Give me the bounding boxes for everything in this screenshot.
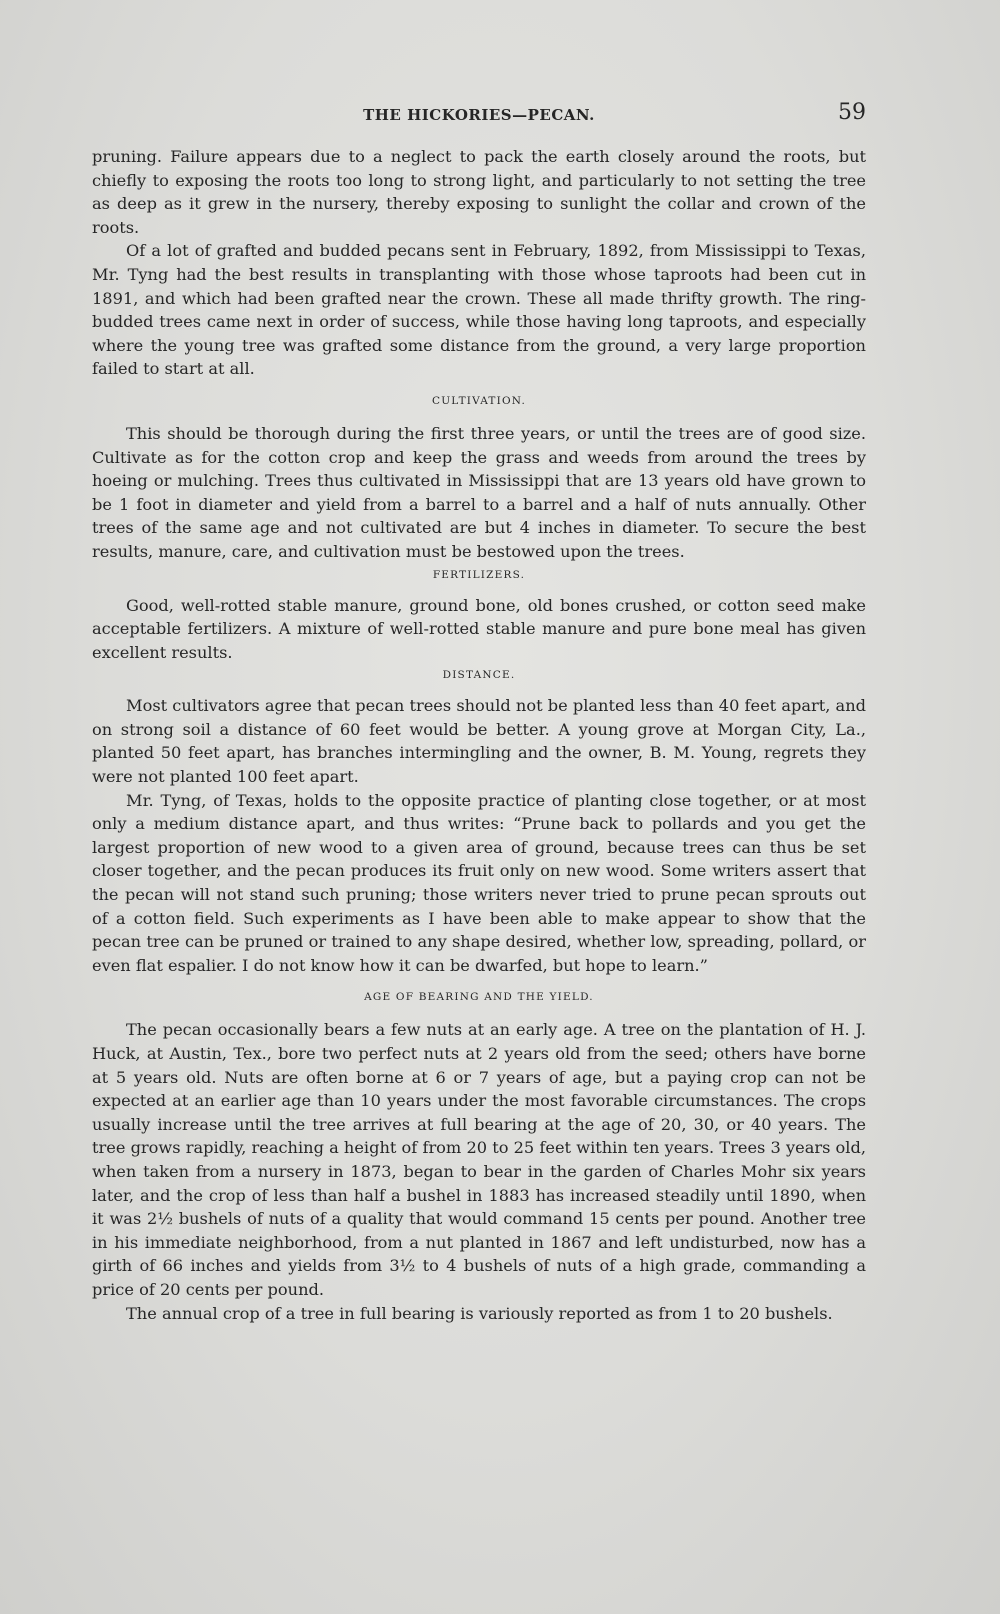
paragraph: Of a lot of grafted and budded pecans sent in February, 1892, from Mississippi to Texas, Mr. Tyng had the best results in transplanting with those whose taproots had been cut in 1891, and which had been grafted near the crown. These all made thrifty growth. The ring-budded trees came next in order of success, while those having long taproots, and especially where the young tree was grafted some distance from the ground, a very large proportion failed to start at all. — [92, 241, 866, 379]
running-title: THE HICKORIES—PECAN. — [363, 106, 595, 124]
paragraph: The annual crop of a tree in full bearing is variously reported as from 1 to 20 bushels. — [126, 1303, 833, 1323]
section-heading-cultivation: CULTIVATION. — [431, 394, 527, 407]
paragraph: This should be thorough during the first three years, or until the trees are of good size. Cultivate as for the cotton crop and keep the grass and weeds from around the trees by hoeing or mulching. Trees thus cultivated in Mississippi that are 13 years old have grown to be 1 foot in diameter and yield from a barrel to a barrel and a half of nuts annually. Other trees of the same age and not cultivated are but 4 inches in diameter. To secure the best results, manure, care, and cultivation must be bestowed upon the trees. — [92, 423, 866, 561]
paragraph: Good, well-rotted stable manure, ground bone, old bones crushed, or cotton seed make acceptable fertilizers. A mixture of well-rotted stable manure and pure bone meal has given excellent results. — [92, 595, 866, 662]
paragraph: The pecan occasionally bears a few nuts at an early age. A tree on the plantation of H. J. Huck, at Austin, Tex., bore two perfect nuts at 2 years old from the seed; others have borne at 5 years old. Nuts are often borne at 6 or 7 years of age, but a paying crop can not be expected at an earlier age than 10 years under the most favorable circumstances. The crops usually increase until the tree arrives at full bearing at the age of 20, 30, or 40 years. The tree grows rapidly, reaching a height of from 20 to 25 feet within ten years. Trees 3 years old, when taken from a nursery in 1873, began to bear in the garden of Charles Mohr six years later, and the crop of less than half a bushel in 1883 has increased steadily until 1890, when it was 2½ bushels of nuts of a quality that would command 15 cents per pound. Another tree in his immediate neighborhood, from a nut planted in 1867 and left undisturbed, now has a girth of 66 inches and yields from 3½ to 4 bushels of nuts of a high grade, commanding a price of 20 cents per pound. — [92, 1020, 866, 1299]
paragraph: Mr. Tyng, of Texas, holds to the opposite practice of planting close together, or at most only a medium distance apart, and thus writes: “Prune back to pollards and you get the largest proportion of new wood to a given area of ground, because trees can thus be set closer together, and the pecan produces its fruit only on new wood. Some writers assert that the pecan will not stand such pruning; those writers never tried to prune pecan sprouts out of a cotton field. Such experiments as I have been able to make appear to show that the pecan tree can be pruned or trained to any shape desired, whether low, spreading, pollard, or even flat espalier. I do not know how it can be dwarfed, but hope to learn.” — [92, 790, 866, 975]
paragraph: Most cultivators agree that pecan trees should not be planted less than 40 feet apart, and on strong soil a distance of 60 feet would be better. A young grove at Morgan City, La., planted 50 feet apart, has branches intermingling and the owner, B. M. Young, regrets they were not planted 100 feet apart. — [92, 696, 866, 787]
paragraph: pruning. Failure appears due to a neglect to pack the earth closely around the roots, but chiefly to exposing the roots too long to strong light, and particularly to not setting the tree as deep as it grew in the nursery, thereby exposing to sunlight the collar and crown of the roots. — [92, 147, 866, 237]
page-number: 59 — [838, 100, 866, 125]
body-text — [92, 145, 866, 1325]
section-heading-distance: DISTANCE. — [442, 669, 516, 682]
section-heading-age-of-bearing: AGE OF BEARING AND THE YIELD. — [364, 991, 594, 1004]
page-header — [92, 100, 866, 132]
section-heading-fertilizers: FERTILIZERS. — [432, 568, 526, 581]
